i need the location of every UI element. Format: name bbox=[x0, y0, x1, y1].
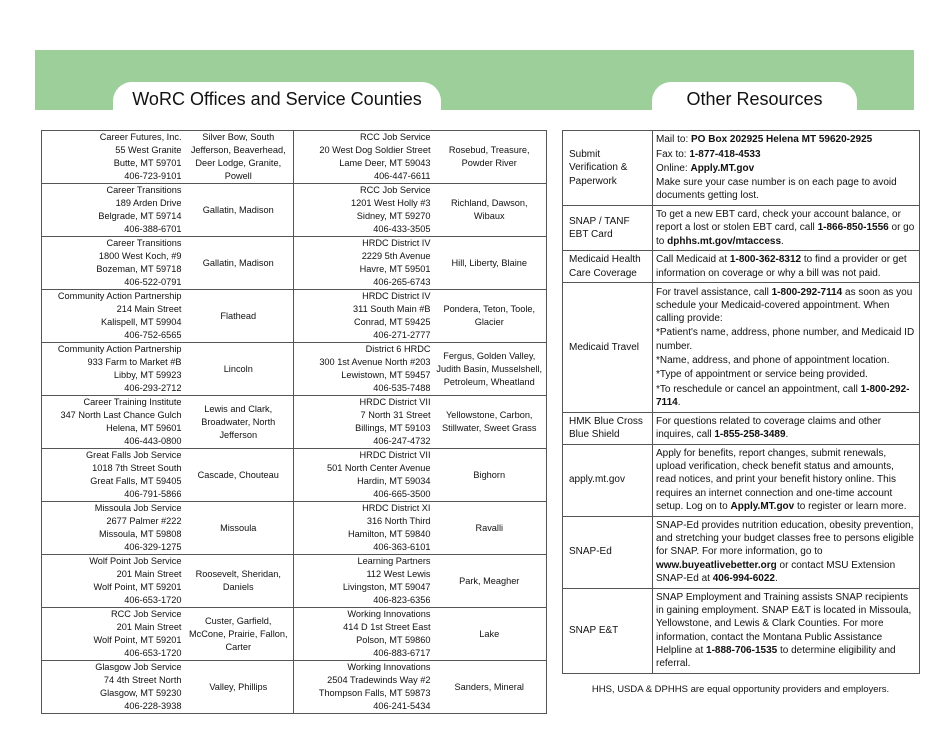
office-address-line: Polson, MT 59860 bbox=[356, 635, 431, 645]
resource-text: to determine eligibility and referral. bbox=[656, 645, 896, 670]
office-address-line: 406-247-4732 bbox=[373, 436, 431, 446]
office-address-line: District 6 HRDC bbox=[365, 344, 431, 354]
office-address-line: Helena, MT 59601 bbox=[106, 423, 182, 433]
service-counties: Missoula bbox=[184, 502, 294, 555]
office-row bbox=[42, 396, 547, 449]
resource-label: Medicaid Health Care Coverage bbox=[563, 251, 653, 283]
resource-paragraph bbox=[656, 208, 916, 248]
office-address-line: 20 West Dog Soldier Street bbox=[319, 145, 431, 155]
office-address-line: 406-883-6717 bbox=[373, 648, 431, 658]
office-address-line: 311 South Main #B bbox=[353, 304, 431, 314]
service-counties: Yellowstone, Carbon, Stillwater, Sweet Grass bbox=[433, 396, 547, 449]
office-address-line: 406-241-5434 bbox=[373, 701, 431, 711]
office-address bbox=[42, 237, 184, 290]
service-counties: Bighorn bbox=[433, 449, 547, 502]
office-address-line: Community Action Partnership bbox=[57, 291, 182, 301]
service-counties: Silver Bow, South Jefferson, Beaverhead, Deer Lodge, Granite, Powell bbox=[184, 131, 294, 184]
resource-description bbox=[653, 516, 920, 588]
office-address-line: Belgrade, MT 59714 bbox=[98, 211, 182, 221]
office-address-line: Thompson Falls, MT 59873 bbox=[318, 688, 431, 698]
office-address-line: Missoula Job Service bbox=[94, 503, 182, 513]
office-address-line: HRDC District IV bbox=[362, 291, 431, 301]
resource-highlight: 1-800-292-7114 bbox=[656, 383, 910, 408]
resource-row bbox=[563, 516, 920, 588]
resource-highlight: 1-800-362-8312 bbox=[729, 254, 802, 266]
resource-row bbox=[563, 283, 920, 413]
resource-paragraph bbox=[656, 591, 916, 671]
resource-paragraph bbox=[656, 148, 916, 161]
resource-highlight: dphhs.mt.gov/mtaccess bbox=[667, 235, 782, 247]
office-address-line: 406-535-7488 bbox=[373, 383, 431, 393]
resource-text: . bbox=[785, 429, 789, 441]
service-counties: Gallatin, Madison bbox=[184, 184, 294, 237]
service-counties: Lewis and Clark, Broadwater, North Jefferson bbox=[184, 396, 294, 449]
service-counties: Fergus, Golden Valley, Judith Basin, Musselshell, Petroleum, Wheatland bbox=[433, 343, 547, 396]
offices-title: WoRC Offices and Service Counties bbox=[113, 82, 441, 120]
office-address-line: Lewistown, MT 59457 bbox=[341, 370, 431, 380]
service-counties: Custer, Garfield, McCone, Prairie, Fallon, Carter bbox=[184, 608, 294, 661]
office-address bbox=[42, 131, 184, 184]
resource-highlight: Apply.MT.gov bbox=[730, 500, 795, 512]
office-address bbox=[294, 449, 433, 502]
office-row bbox=[42, 184, 547, 237]
office-address-line: Wolf Point Job Service bbox=[89, 556, 182, 566]
resource-text: Call Medicaid at bbox=[656, 254, 730, 266]
resource-description bbox=[653, 444, 920, 516]
resource-text: . bbox=[774, 573, 778, 584]
office-address-line: Conrad, MT 59425 bbox=[354, 317, 431, 327]
office-address-line: 406-293-2712 bbox=[124, 383, 182, 393]
office-address-line: HRDC District VII bbox=[359, 397, 431, 407]
office-address-line: Missoula, MT 59808 bbox=[98, 529, 182, 539]
office-address bbox=[294, 290, 433, 343]
resource-highlight: 1-877-418-4533 bbox=[689, 148, 761, 160]
office-address-line: 406-228-3938 bbox=[124, 701, 182, 711]
office-address-line: 406-665-3500 bbox=[373, 489, 431, 499]
resource-description bbox=[653, 251, 920, 283]
office-address-line: 406-653-1720 bbox=[124, 648, 182, 658]
office-address-line: 55 West Granite bbox=[115, 145, 182, 155]
service-counties: Ravalli bbox=[433, 502, 547, 555]
office-address-line: Career Futures, Inc. bbox=[99, 132, 182, 142]
office-address-line: Working Innovations bbox=[347, 662, 431, 672]
resource-text: Make sure your case number is on each page to avoid documents getting lost. bbox=[656, 177, 897, 202]
resource-highlight: www.buyeatlivebetter.org bbox=[656, 559, 777, 571]
resource-paragraph bbox=[656, 368, 916, 381]
office-address-line: 406-265-6743 bbox=[373, 277, 431, 287]
resource-description bbox=[653, 412, 920, 444]
office-row bbox=[42, 290, 547, 343]
office-address bbox=[294, 343, 433, 396]
resource-label: SNAP / TANF EBT Card bbox=[563, 206, 653, 251]
resource-description bbox=[653, 206, 920, 251]
office-row bbox=[42, 131, 547, 184]
office-address-line: Havre, MT 59501 bbox=[359, 264, 431, 274]
service-counties: Rosebud, Treasure, Powder River bbox=[433, 131, 547, 184]
office-address-line: 347 North Last Chance Gulch bbox=[60, 410, 182, 420]
office-row bbox=[42, 555, 547, 608]
office-address-line: 316 North Third bbox=[366, 516, 431, 526]
resource-text: *To reschedule or cancel an appointment, call bbox=[656, 383, 861, 395]
office-address-line: Bozeman, MT 59718 bbox=[96, 264, 182, 274]
resource-text: or contact MSU Extension SNAP-Ed at bbox=[656, 559, 896, 584]
office-row bbox=[42, 237, 547, 290]
office-address bbox=[42, 184, 184, 237]
office-address-line: 201 Main Street bbox=[116, 622, 182, 632]
resource-paragraph bbox=[656, 447, 916, 513]
office-address bbox=[42, 608, 184, 661]
office-address-line: 501 North Center Avenue bbox=[326, 463, 431, 473]
resource-description bbox=[653, 131, 920, 206]
office-address-line: 300 1st Avenue North #203 bbox=[319, 357, 431, 367]
office-address bbox=[294, 237, 433, 290]
office-address bbox=[294, 608, 433, 661]
office-address-line: Sidney, MT 59270 bbox=[356, 211, 431, 221]
office-address-line: 406-522-0791 bbox=[124, 277, 182, 287]
office-address-line: Lame Deer, MT 59043 bbox=[339, 158, 431, 168]
resource-text: *Type of appointment or service being provided. bbox=[656, 369, 868, 381]
office-address-line: Career Transitions bbox=[106, 185, 182, 195]
resource-row bbox=[563, 131, 920, 206]
office-address-line: 1800 West Koch, #9 bbox=[98, 251, 182, 261]
office-row bbox=[42, 608, 547, 661]
service-counties: Roosevelt, Sheridan, Daniels bbox=[184, 555, 294, 608]
office-address bbox=[294, 396, 433, 449]
service-counties: Cascade, Chouteau bbox=[184, 449, 294, 502]
office-address bbox=[294, 661, 433, 714]
resource-row bbox=[563, 206, 920, 251]
office-address bbox=[294, 502, 433, 555]
office-address-line: Butte, MT 59701 bbox=[113, 158, 182, 168]
resource-row bbox=[563, 588, 920, 673]
office-address-line: 414 D 1st Street East bbox=[343, 622, 431, 632]
resource-paragraph bbox=[656, 162, 916, 175]
office-address-line: Hamilton, MT 59840 bbox=[347, 529, 431, 539]
office-address-line: HRDC District XI bbox=[362, 503, 431, 513]
service-counties: Valley, Phillips bbox=[184, 661, 294, 714]
office-address-line: Working Innovations bbox=[347, 609, 431, 619]
service-counties: Sanders, Mineral bbox=[433, 661, 547, 714]
office-row bbox=[42, 343, 547, 396]
resource-description bbox=[653, 588, 920, 673]
service-counties: Lake bbox=[433, 608, 547, 661]
office-address-line: Learning Partners bbox=[357, 556, 431, 566]
office-address bbox=[42, 449, 184, 502]
office-address bbox=[42, 396, 184, 449]
office-address-line: 7 North 31 Street bbox=[360, 410, 431, 420]
service-counties: Hill, Liberty, Blaine bbox=[433, 237, 547, 290]
resource-text: SNAP-Ed provides nutrition education, obesity prevention, and stretching your budget classes free to persons eligible for SNAP. For more information, go to bbox=[656, 519, 914, 558]
office-address-line: HRDC District VII bbox=[359, 450, 431, 460]
resource-label: Medicaid Travel bbox=[563, 283, 653, 413]
office-address-line: Career Transitions bbox=[106, 238, 182, 248]
resource-highlight: Apply.MT.gov bbox=[690, 162, 755, 174]
resource-text: For travel assistance, call bbox=[656, 286, 772, 298]
resource-paragraph bbox=[656, 286, 916, 326]
resource-text: SNAP Employment and Training assists SNAP recipients in gaining employment. SNAP E&T is located in Missoula, Yellowstone, and Lewis & Clark Counties. For more information, contact the Montana Public Assistance Helpline at bbox=[656, 591, 912, 657]
office-row bbox=[42, 449, 547, 502]
office-address-line: RCC Job Service bbox=[360, 185, 431, 195]
resource-label: apply.mt.gov bbox=[563, 444, 653, 516]
resource-text: or go to bbox=[656, 222, 915, 247]
resource-paragraph bbox=[656, 133, 916, 146]
office-row bbox=[42, 661, 547, 714]
office-address bbox=[42, 555, 184, 608]
resource-label: SNAP E&T bbox=[563, 588, 653, 673]
service-counties: Richland, Dawson, Wibaux bbox=[433, 184, 547, 237]
resources-title: Other Resources bbox=[652, 82, 857, 120]
resource-paragraph bbox=[656, 415, 916, 442]
office-address-line: Hardin, MT 59034 bbox=[357, 476, 431, 486]
office-address-line: 933 Farm to Market #B bbox=[87, 357, 182, 367]
resource-text: *Patient's name, address, phone number, and Medicaid ID number. bbox=[656, 327, 915, 352]
office-address-line: 406-443-0800 bbox=[124, 436, 182, 446]
resource-paragraph bbox=[656, 253, 916, 280]
resource-text: *Name, address, and phone of appointment location. bbox=[656, 355, 890, 367]
office-address-line: Great Falls Job Service bbox=[86, 450, 182, 460]
resource-paragraph bbox=[656, 383, 916, 410]
office-address bbox=[294, 555, 433, 608]
resource-text: Apply for benefits, report changes, submit renewals, upload verification, check benefit status and amounts, read notices, and print your benefit history online. This requires an internet connection and one-time account setup. Log on to bbox=[656, 447, 896, 512]
service-counties: Pondera, Teton, Toole, Glacier bbox=[433, 290, 547, 343]
office-address-line: 74 4th Street North bbox=[103, 675, 182, 685]
office-address-line: Glasgow Job Service bbox=[95, 662, 182, 672]
office-address-line: 406-791-5866 bbox=[124, 489, 182, 499]
resource-text: as soon as you schedule your Medicaid-covered appointment. When calling provide: bbox=[656, 286, 913, 325]
resource-highlight: 406-994-6022 bbox=[712, 573, 775, 584]
resource-row bbox=[563, 251, 920, 283]
resource-text: Online: bbox=[656, 162, 691, 174]
resource-paragraph bbox=[656, 519, 916, 585]
resource-highlight: 1-800-292-7114 bbox=[771, 286, 843, 298]
office-address-line: Glasgow, MT 59230 bbox=[99, 688, 182, 698]
office-address-line: Billings, MT 59103 bbox=[355, 423, 431, 433]
office-address-line: 406-329-1275 bbox=[124, 542, 182, 552]
resource-paragraph bbox=[656, 326, 916, 353]
service-counties: Gallatin, Madison bbox=[184, 237, 294, 290]
office-address-line: 406-823-6356 bbox=[373, 595, 431, 605]
office-address-line: Wolf Point, MT 59201 bbox=[93, 582, 182, 592]
offices-table bbox=[41, 130, 547, 714]
office-address-line: Libby, MT 59923 bbox=[113, 370, 182, 380]
office-address-line: RCC Job Service bbox=[111, 609, 182, 619]
office-address bbox=[294, 184, 433, 237]
office-address bbox=[42, 502, 184, 555]
resource-text: . bbox=[781, 235, 784, 247]
office-address-line: 406-433-3505 bbox=[373, 224, 431, 234]
resource-text: . bbox=[677, 396, 681, 408]
office-address-line: Wolf Point, MT 59201 bbox=[93, 635, 182, 645]
office-row bbox=[42, 502, 547, 555]
footer-note: HHS, USDA & DPHHS are equal opportunity providers and employers. bbox=[591, 684, 890, 695]
office-address-line: 214 Main Street bbox=[116, 304, 182, 314]
office-address-line: 201 Main Street bbox=[116, 569, 182, 579]
office-address-line: 2677 Palmer #222 bbox=[106, 516, 182, 526]
office-address-line: RCC Job Service bbox=[360, 132, 431, 142]
office-address-line: 406-723-9101 bbox=[124, 171, 182, 181]
office-address-line: 406-363-6101 bbox=[373, 542, 431, 552]
resource-text: to register or learn more. bbox=[794, 500, 907, 512]
office-address-line: Community Action Partnership bbox=[57, 344, 182, 354]
office-address-line: 406-447-6611 bbox=[373, 171, 431, 181]
office-address-line: 406-752-6565 bbox=[124, 330, 182, 340]
service-counties: Park, Meagher bbox=[433, 555, 547, 608]
resource-text: Mail to: bbox=[656, 134, 692, 146]
office-address-line: 1201 West Holly #3 bbox=[351, 198, 431, 208]
resource-label: HMK Blue Cross Blue Shield bbox=[563, 412, 653, 444]
resource-description bbox=[653, 283, 920, 413]
office-address-line: 406-388-6701 bbox=[124, 224, 182, 234]
office-address-line: Livingston, MT 59047 bbox=[342, 582, 431, 592]
office-address-line: 1018 7th Street South bbox=[92, 463, 182, 473]
office-address-line: 406-653-1720 bbox=[124, 595, 182, 605]
resource-text: to find a provider or get information on coverage or why a bill was not paid. bbox=[656, 254, 907, 279]
resource-highlight: PO Box 202925 Helena MT 59620-2925 bbox=[691, 134, 873, 146]
resource-label: Submit Verification & Paperwork bbox=[563, 131, 653, 206]
resource-highlight: 1-888-706-1535 bbox=[706, 645, 778, 657]
office-address-line: Great Falls, MT 59405 bbox=[90, 476, 182, 486]
office-address-line: Kalispell, MT 59904 bbox=[100, 317, 182, 327]
service-counties: Lincoln bbox=[184, 343, 294, 396]
resources-table bbox=[562, 130, 920, 674]
resource-row bbox=[563, 444, 920, 516]
resource-row bbox=[563, 412, 920, 444]
office-address-line: HRDC District IV bbox=[362, 238, 431, 248]
resource-text: For questions related to coverage claims and other inquires, call bbox=[656, 415, 882, 441]
office-address bbox=[42, 290, 184, 343]
office-address bbox=[42, 343, 184, 396]
office-address-line: 189 Arden Drive bbox=[115, 198, 182, 208]
office-address-line: Career Training Institute bbox=[83, 397, 182, 407]
service-counties: Flathead bbox=[184, 290, 294, 343]
office-address bbox=[42, 661, 184, 714]
resource-label: SNAP-Ed bbox=[563, 516, 653, 588]
resource-highlight: 1-855-258-3489 bbox=[714, 429, 786, 441]
office-address-line: 2504 Tradewinds Way #2 bbox=[327, 675, 431, 685]
resource-text: Fax to: bbox=[656, 148, 690, 160]
office-address-line: 406-271-2777 bbox=[373, 330, 431, 340]
resource-paragraph bbox=[656, 354, 916, 367]
office-address-line: 2229 5th Avenue bbox=[361, 251, 431, 261]
office-address bbox=[294, 131, 433, 184]
resource-highlight: 1-866-850-1556 bbox=[817, 222, 889, 234]
resource-text: To get a new EBT card, check your account balance, or report a lost or stolen EBT card, call bbox=[656, 209, 901, 234]
office-address-line: 112 West Lewis bbox=[366, 569, 431, 579]
resource-paragraph bbox=[656, 176, 916, 203]
